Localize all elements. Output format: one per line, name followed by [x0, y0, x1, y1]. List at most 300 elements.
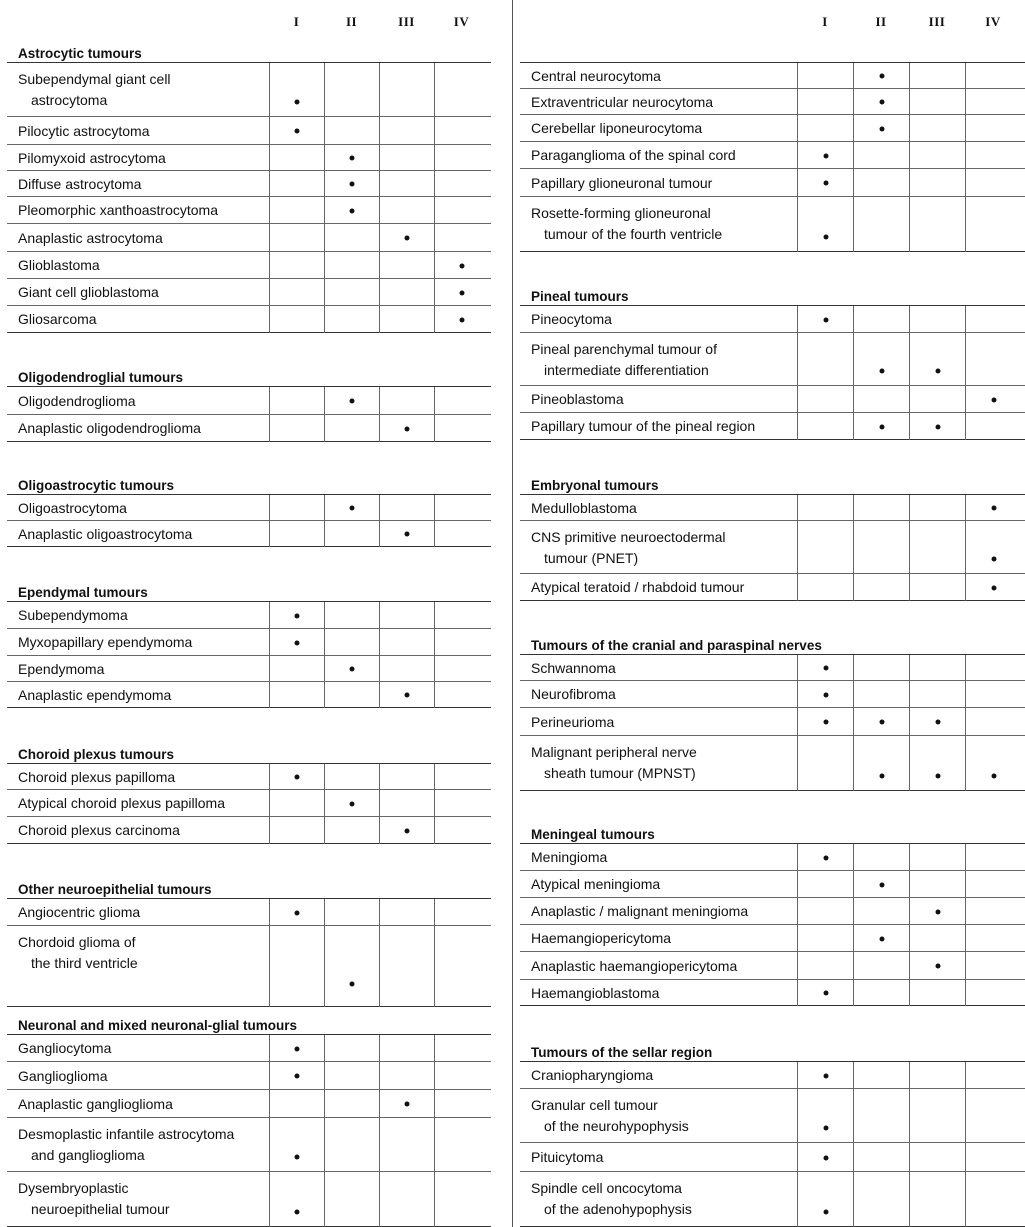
- tumour-name-line: Spindle cell oncocytoma: [531, 1180, 682, 1196]
- table-row: [7, 521, 491, 547]
- table-row: [520, 169, 1025, 197]
- tumour-name: [7, 899, 269, 926]
- table-row: [520, 142, 1025, 169]
- table-row: [7, 1118, 491, 1172]
- tumour-name: [520, 63, 797, 89]
- grade-cell-i: [269, 197, 324, 224]
- grade-cell-iv: [434, 521, 489, 547]
- grade-dot: [295, 613, 300, 618]
- grade-cell-i: [797, 386, 853, 413]
- grade-cell-iv: [965, 1143, 1021, 1172]
- grade-cell-ii: [324, 495, 379, 521]
- table-row: [7, 279, 491, 306]
- grade-cell-i: [269, 926, 324, 1007]
- grade-cell-iv: [434, 602, 489, 629]
- grade-cell-iii: [909, 386, 965, 413]
- grade-cell-ii: [853, 898, 909, 925]
- grade-cell-ii: [853, 386, 909, 413]
- grade-cell-i: [269, 682, 324, 708]
- tumour-name: [520, 142, 797, 169]
- tumour-name-continuation: neuroepithelial tumour: [31, 1201, 170, 1217]
- tumour-name: [520, 521, 797, 574]
- grade-cell-i: [797, 1062, 853, 1089]
- section-heading-text: Tumours of the cranial and paraspinal nerves: [531, 638, 822, 653]
- grade-header-iii: III: [398, 14, 415, 29]
- grade-cell-iii: [379, 117, 434, 145]
- grade-cell-iv: [434, 926, 489, 1007]
- tumour-name-line: Neurofibroma: [531, 686, 616, 702]
- grade-cell-i: [269, 1035, 324, 1062]
- grade-cell-iv: [434, 224, 489, 252]
- tumour-name-continuation: tumour of the fourth ventricle: [544, 226, 723, 242]
- grade-cell-ii: [324, 1090, 379, 1118]
- grade-cell-i: [797, 708, 853, 736]
- tumour-name: [520, 980, 797, 1006]
- grade-dot: [405, 693, 410, 698]
- tumour-name: [520, 655, 797, 681]
- grade-cell-ii: [324, 682, 379, 708]
- table-row: [520, 655, 1025, 681]
- tumour-name-line: Anaplastic astrocytoma: [18, 229, 163, 246]
- tumour-name-line: Pilocytic astrocytoma: [18, 122, 150, 139]
- grade-dot: [460, 290, 465, 295]
- tumour-name-line: Papillary glioneuronal tumour: [531, 174, 713, 191]
- grade-cell-iv: [965, 708, 1021, 736]
- grade-dot: [879, 720, 884, 725]
- section-heading-text: Ependymal tumours: [18, 585, 148, 600]
- grade-cell-i: [797, 871, 853, 898]
- tumour-name: [520, 736, 797, 791]
- grade-cell-ii: [853, 169, 909, 197]
- grade-cell-iii: [909, 495, 965, 521]
- grade-cell-iv: [965, 495, 1021, 521]
- grade-dot: [879, 74, 884, 79]
- grade-cell-iv: [965, 306, 1021, 333]
- grade-dot: [991, 397, 996, 402]
- grade-cell-iii: [909, 898, 965, 925]
- grade-cell-ii: [324, 171, 379, 197]
- grade-cell-ii: [324, 656, 379, 682]
- grade-cell-ii: [853, 844, 909, 871]
- grade-cell-iii: [909, 413, 965, 440]
- table-row: [7, 224, 491, 252]
- grade-dot: [350, 801, 355, 806]
- tumour-name-line: Choroid plexus papilloma: [18, 768, 176, 785]
- grade-cell-i: [269, 117, 324, 145]
- grade-cell-iv: [965, 1062, 1021, 1089]
- grade-cell-iii: [379, 145, 434, 171]
- grade-cell-iii: [909, 574, 965, 601]
- grade-dot: [879, 369, 884, 374]
- grade-cell-i: [269, 629, 324, 656]
- grade-dot: [295, 1046, 300, 1051]
- grade-cell-iv: [965, 925, 1021, 952]
- grade-dot: [350, 506, 355, 511]
- table-row: [520, 413, 1025, 440]
- grade-dot: [350, 667, 355, 672]
- tumour-name-line: Diffuse astrocytoma: [18, 175, 142, 192]
- table-row: [7, 1062, 491, 1090]
- grade-cell-iv: [434, 1118, 489, 1172]
- table-row: [520, 871, 1025, 898]
- grade-cell-iii: [379, 415, 434, 442]
- grade-dot: [405, 236, 410, 241]
- tumour-name-line: Atypical teratoid / rhabdoid tumour: [531, 579, 745, 595]
- grade-cell-i: [269, 63, 324, 117]
- grade-cell-i: [269, 224, 324, 252]
- grade-cell-ii: [324, 63, 379, 117]
- grade-cell-ii: [853, 521, 909, 574]
- grade-cell-i: [797, 1143, 853, 1172]
- grade-cell-i: [797, 521, 853, 574]
- tumour-name: [7, 817, 269, 844]
- grade-dot: [823, 1155, 828, 1160]
- grade-cell-ii: [853, 495, 909, 521]
- table-row: [520, 844, 1025, 871]
- grade-cell-iv: [965, 980, 1021, 1006]
- grade-cell-iv: [965, 386, 1021, 413]
- grade-dot: [935, 773, 940, 778]
- tumour-name: [7, 1035, 269, 1062]
- grade-dot: [405, 532, 410, 537]
- grade-dot: [935, 720, 940, 725]
- grade-cell-ii: [853, 736, 909, 791]
- grade-cell-iv: [434, 171, 489, 197]
- grade-cell-iii: [379, 197, 434, 224]
- grade-cell-ii: [324, 197, 379, 224]
- section-heading-text: Tumours of the sellar region: [531, 1045, 713, 1060]
- grade-cell-iii: [379, 63, 434, 117]
- grade-cell-iv: [965, 1172, 1021, 1227]
- grade-cell-iv: [965, 169, 1021, 197]
- grade-dot: [823, 855, 828, 860]
- tumour-name: [520, 925, 797, 952]
- grade-cell-iv: [965, 413, 1021, 440]
- tumour-name-line: Desmoplastic infantile astrocytoma: [18, 1126, 235, 1142]
- grade-cell-iii: [909, 844, 965, 871]
- table-row: [520, 63, 1025, 89]
- tumour-name: [520, 386, 797, 413]
- table-row: [520, 925, 1025, 952]
- tumour-name: [7, 764, 269, 790]
- tumour-name-continuation: intermediate differentiation: [544, 362, 709, 378]
- tumour-name-line: Subependymal giant cell: [18, 71, 171, 87]
- tumour-name: [7, 306, 269, 333]
- tumour-name: [520, 844, 797, 871]
- grade-cell-i: [797, 952, 853, 980]
- grade-cell-i: [797, 574, 853, 601]
- table-row: [520, 574, 1025, 601]
- grade-cell-iii: [909, 708, 965, 736]
- tumour-name-line: Rosette-forming glioneuronal: [531, 205, 711, 221]
- section-heading-text: Astrocytic tumours: [18, 46, 142, 61]
- grade-cell-i: [269, 1172, 324, 1227]
- grade-cell-i: [269, 764, 324, 790]
- grade-cell-iii: [909, 1089, 965, 1143]
- tumour-name-line: Ependymoma: [18, 660, 105, 677]
- grade-cell-iii: [379, 279, 434, 306]
- tumour-name: [7, 197, 269, 224]
- tumour-name-line: Granular cell tumour: [531, 1097, 658, 1113]
- grade-cell-i: [797, 333, 853, 386]
- grade-cell-i: [269, 415, 324, 442]
- grade-cell-ii: [324, 521, 379, 547]
- tumour-name: [520, 1172, 797, 1227]
- grade-cell-iii: [379, 1035, 434, 1062]
- table-row: [520, 1143, 1025, 1172]
- grade-dot: [350, 399, 355, 404]
- grade-cell-iii: [379, 817, 434, 844]
- table-row: [520, 952, 1025, 980]
- grade-header-ii: II: [875, 14, 887, 29]
- tumour-name: [520, 681, 797, 708]
- grade-cell-iv: [965, 115, 1021, 142]
- tumour-name: [520, 1062, 797, 1089]
- tumour-name: [7, 145, 269, 171]
- grade-cell-iii: [379, 495, 434, 521]
- tumour-name-continuation: astrocytoma: [31, 92, 108, 108]
- grade-cell-ii: [853, 63, 909, 89]
- table-row: [7, 145, 491, 171]
- tumour-name-line: Anaplastic haemangiopericytoma: [531, 957, 738, 974]
- grade-cell-iv: [965, 89, 1021, 115]
- grade-cell-iv: [434, 279, 489, 306]
- grade-cell-i: [269, 171, 324, 197]
- tumour-name: [7, 495, 269, 521]
- grade-cell-iii: [909, 521, 965, 574]
- tumour-name-line: Paraganglioma of the spinal cord: [531, 147, 736, 163]
- grade-cell-ii: [853, 306, 909, 333]
- grade-cell-iii: [379, 764, 434, 790]
- grade-dot: [350, 208, 355, 213]
- table-row: [7, 790, 491, 817]
- grade-cell-iv: [434, 252, 489, 279]
- grade-cell-i: [797, 89, 853, 115]
- tumour-name-line: Myxopapillary ependymoma: [18, 634, 193, 650]
- grade-dot: [823, 991, 828, 996]
- grade-cell-i: [797, 306, 853, 333]
- grade-cell-iv: [965, 142, 1021, 169]
- table-row: [520, 115, 1025, 142]
- tumour-name: [520, 708, 797, 736]
- grade-cell-ii: [853, 681, 909, 708]
- grade-cell-ii: [324, 387, 379, 415]
- grade-dot: [879, 100, 884, 105]
- grade-cell-iv: [434, 629, 489, 656]
- grade-dot: [991, 773, 996, 778]
- tumour-name: [520, 169, 797, 197]
- grade-dot: [935, 964, 940, 969]
- tumour-name: [7, 252, 269, 279]
- section-heading-text: Neuronal and mixed neuronal-glial tumours: [18, 1018, 298, 1033]
- grade-cell-iii: [379, 171, 434, 197]
- tumour-name-line: CNS primitive neuroectodermal: [531, 529, 726, 545]
- section-heading-text: Oligoastrocytic tumours: [18, 478, 175, 493]
- grade-dot: [350, 182, 355, 187]
- grade-header-iv: IV: [453, 14, 470, 29]
- table-row: [520, 197, 1025, 252]
- grade-dot: [879, 773, 884, 778]
- grade-cell-iv: [965, 844, 1021, 871]
- tumour-name: [7, 415, 269, 442]
- grade-cell-iii: [379, 252, 434, 279]
- section-heading: [520, 440, 1025, 495]
- grade-cell-iii: [909, 952, 965, 980]
- grade-cell-iii: [909, 63, 965, 89]
- grade-cell-ii: [324, 117, 379, 145]
- grade-cell-ii: [324, 602, 379, 629]
- tumour-name: [7, 629, 269, 656]
- grade-dot: [350, 156, 355, 161]
- tumour-name: [7, 602, 269, 629]
- table-row: [7, 602, 491, 629]
- grade-cell-ii: [324, 279, 379, 306]
- grade-cell-iii: [909, 736, 965, 791]
- tumour-name: [7, 387, 269, 415]
- table-row: [7, 63, 491, 117]
- grade-cell-i: [269, 899, 324, 926]
- grade-cell-iii: [379, 682, 434, 708]
- grade-cell-iv: [965, 333, 1021, 386]
- tumour-name-line: Medulloblastoma: [531, 499, 637, 516]
- grade-cell-iii: [379, 1172, 434, 1227]
- grade-cell-ii: [853, 1172, 909, 1227]
- grade-cell-iv: [965, 574, 1021, 601]
- grade-cell-ii: [324, 926, 379, 1007]
- tumour-name: [520, 952, 797, 980]
- tumour-name-line: Oligoastrocytoma: [18, 499, 127, 516]
- grade-cell-ii: [324, 145, 379, 171]
- grade-dot: [405, 828, 410, 833]
- tumour-name-line: Central neurocytoma: [531, 67, 661, 84]
- grade-cell-iv: [434, 656, 489, 682]
- tumour-name-line: Haemangioblastoma: [531, 984, 660, 1001]
- tumour-name: [520, 89, 797, 115]
- grade-cell-iii: [379, 1090, 434, 1118]
- tumour-name-continuation: of the adenohypophysis: [544, 1201, 692, 1217]
- section-heading-text: Oligodendroglial tumours: [18, 370, 183, 385]
- tumour-name-line: Giant cell glioblastoma: [18, 284, 159, 300]
- grade-cell-i: [269, 279, 324, 306]
- section-heading: [7, 844, 491, 899]
- grade-dot: [879, 882, 884, 887]
- table-row: [7, 117, 491, 145]
- tumour-name-line: Pineal parenchymal tumour of: [531, 341, 717, 357]
- table-row: [7, 171, 491, 197]
- grade-cell-ii: [324, 224, 379, 252]
- table-row: [7, 1090, 491, 1118]
- grade-cell-iv: [434, 197, 489, 224]
- grade-dot: [295, 1154, 300, 1159]
- grade-cell-i: [797, 495, 853, 521]
- tumour-name-line: Gangliocytoma: [18, 1040, 112, 1056]
- grade-dot: [991, 506, 996, 511]
- table-row: [7, 197, 491, 224]
- grade-dot: [991, 557, 996, 562]
- tumour-name: [520, 1143, 797, 1172]
- section-heading-text: Meningeal tumours: [531, 827, 655, 842]
- grade-cell-ii: [853, 925, 909, 952]
- grade-header-iv: IV: [985, 14, 1001, 29]
- left-table: [7, 0, 491, 1227]
- grade-cell-iv: [434, 306, 489, 333]
- grade-cell-iv: [965, 736, 1021, 791]
- table-row: [7, 252, 491, 279]
- section-heading-text: Pineal tumours: [531, 289, 629, 304]
- grade-cell-i: [269, 817, 324, 844]
- tumour-name: [7, 171, 269, 197]
- table-row: [520, 89, 1025, 115]
- grade-cell-ii: [853, 413, 909, 440]
- grade-cell-i: [797, 844, 853, 871]
- tumour-name-continuation: of the neurohypophysis: [544, 1118, 689, 1134]
- table-row: [520, 1172, 1025, 1227]
- tumour-name-line: Malignant peripheral nerve: [531, 744, 697, 760]
- tumour-name: [7, 790, 269, 817]
- tumour-name: [520, 197, 797, 252]
- tumour-name-continuation: sheath tumour (MPNST): [544, 765, 696, 781]
- section-heading-text: Other neuroepithelial tumours: [18, 882, 212, 897]
- tumour-name-line: Oligodendroglioma: [18, 392, 136, 409]
- grade-cell-iii: [379, 1062, 434, 1090]
- grade-dot: [823, 234, 828, 239]
- grade-cell-iii: [909, 1172, 965, 1227]
- grade-cell-iii: [379, 224, 434, 252]
- tumour-name: [520, 1089, 797, 1143]
- grade-cell-iv: [434, 817, 489, 844]
- grade-cell-iv: [434, 1062, 489, 1090]
- section-heading: [520, 601, 1025, 655]
- grade-cell-i: [269, 145, 324, 171]
- tumour-name: [7, 279, 269, 306]
- tumour-name-line: Ganglioglioma: [18, 1067, 108, 1084]
- grade-dot: [879, 936, 884, 941]
- table-row: [7, 817, 491, 844]
- grade-cell-iii: [379, 306, 434, 333]
- tumour-name-line: Chordoid glioma of: [18, 934, 136, 950]
- table-row: [520, 386, 1025, 413]
- tumour-name: [7, 682, 269, 708]
- grade-cell-iii: [909, 142, 965, 169]
- grade-cell-i: [797, 63, 853, 89]
- table-row: [520, 1089, 1025, 1143]
- grade-cell-i: [797, 898, 853, 925]
- tumour-name-line: Anaplastic oligoastrocytoma: [18, 525, 193, 542]
- grade-cell-iv: [434, 117, 489, 145]
- grade-cell-iv: [434, 764, 489, 790]
- tumour-name-continuation: and ganglioglioma: [31, 1147, 145, 1163]
- tumour-name-line: Extraventricular neurocytoma: [531, 93, 714, 110]
- grade-cell-iii: [909, 980, 965, 1006]
- tumour-name-line: Papillary tumour of the pineal region: [531, 418, 756, 434]
- grade-cell-ii: [324, 252, 379, 279]
- table-row: [7, 926, 491, 1007]
- table-row: [520, 980, 1025, 1006]
- table-row: [7, 1035, 491, 1062]
- tumour-name: [7, 117, 269, 145]
- grade-dot: [295, 910, 300, 915]
- grade-cell-iv: [434, 495, 489, 521]
- grade-dot: [350, 982, 355, 987]
- grade-dot: [295, 1209, 300, 1214]
- grade-cell-ii: [324, 1062, 379, 1090]
- tumour-name: [520, 871, 797, 898]
- grade-cell-i: [269, 1118, 324, 1172]
- grade-dot: [879, 424, 884, 429]
- grade-cell-i: [797, 169, 853, 197]
- tumour-name: [7, 926, 269, 1007]
- grade-cell-iii: [379, 926, 434, 1007]
